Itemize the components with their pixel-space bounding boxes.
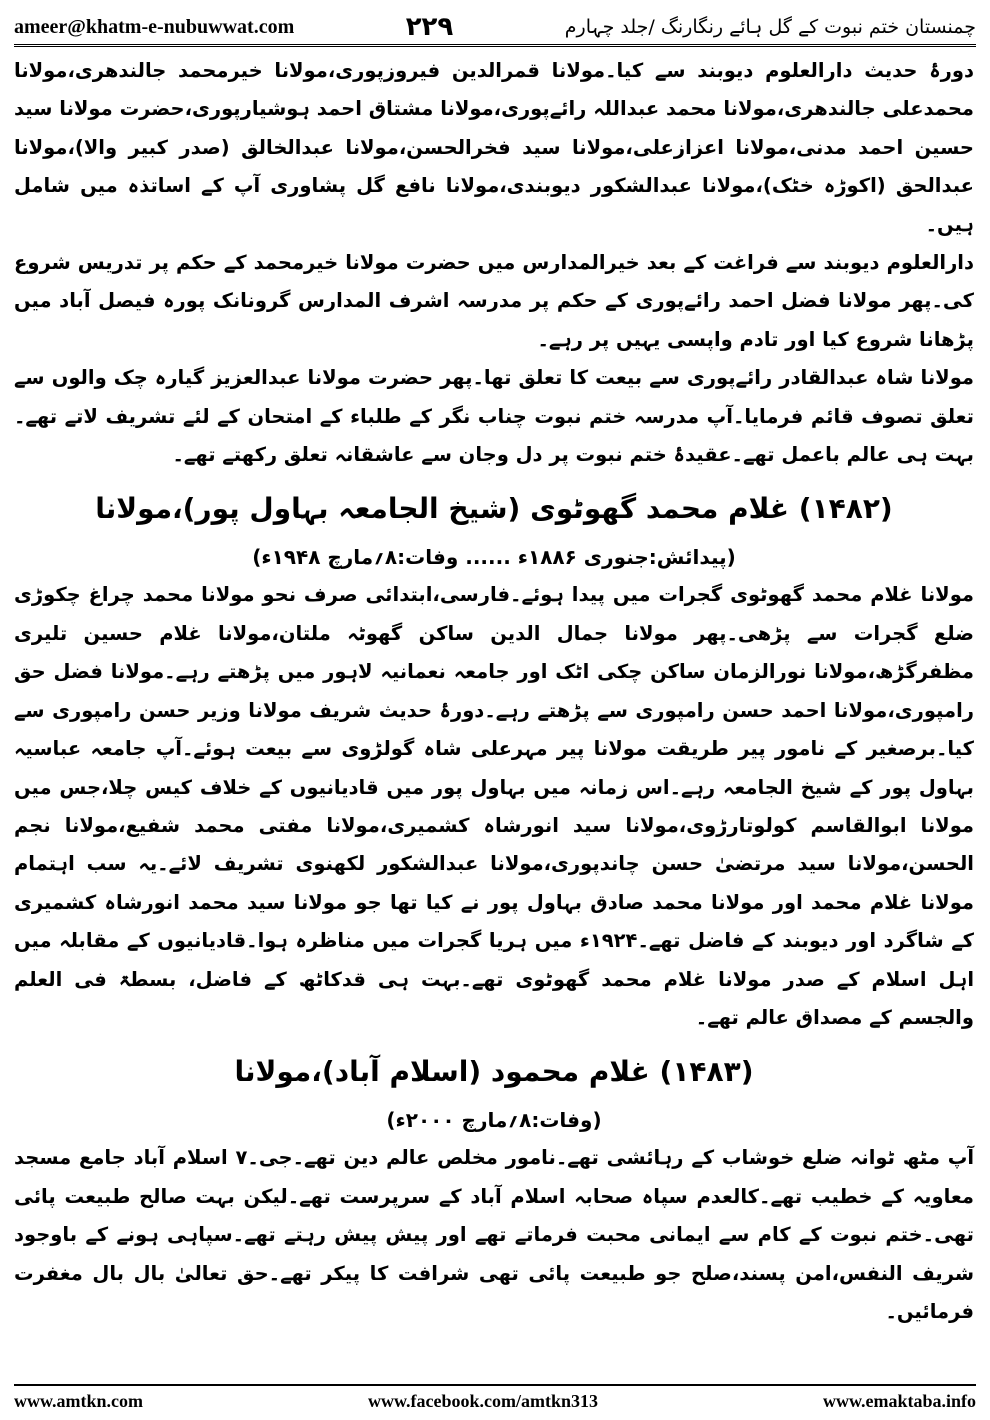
header-email: ameer@khatm-e-nubuwwat.com	[14, 15, 295, 38]
intro-paragraph-bayat: مولانا شاہ عبدالقادر رائےپوری سے بیعت کا تعلق تھا۔پھر حضرت مولانا عبدالعزیز گیارہ چک والوں سے تعلق تصوف قائم فرمایا۔آپ مدرسہ ختم نبوت چناب نگر کے طلباء کے امتحان کے لئے تشریف لاتے تھے۔بہت ہی عالم باعمل تھے۔عقیدۂ ختم نبوت پر دل وجان سے عاشقانہ تعلق رکھتے تھے۔	[14, 366, 974, 467]
page-number: ۲۲۹	[405, 12, 454, 42]
page-header	[14, 10, 976, 47]
entry-1483-heading: (۱۴۸۳) غلام محمود (اسلام آباد)،مولانا	[234, 1055, 754, 1089]
footer-link-amtkn[interactable]: www.amtkn.com	[14, 1390, 143, 1411]
intro-paragraph-teaching: دارالعلوم دیوبند سے فراغت کے بعد خیرالمدارس میں حضرت مولانا خیرمحمد کے حکم پر تدریس شروع کی۔پھر مولانا فضل احمد رائےپوری کے حکم پر مدرسہ اشرف المدارس گرونانک پورہ فیصل آباد میں پڑھانا شروع کیا اور تادم واپسی یہیں پر رہے۔	[14, 251, 974, 351]
entry-1482-paragraph: مولانا غلام محمد گھوٹوی گجرات میں پیدا ہوئے۔فارسی،ابتدائی صرف نحو مولانا محمد چراغ چکوڑی ضلع گجرات سے پڑھی۔پھر مولانا جمال الدین ساکن گھوٹہ ملتان،مولانا غلام حسین تلیری مظفرگڑھ،مولانا نورالزمان ساکن چکی اٹک اور جامعہ نعمانیہ لاہور میں پڑھتے رہے۔مولانا فضل حق رامپوری،مولانا احمد حسن رامپوری سے پڑھتے رہے۔دورۂ حدیث شریف مولانا وزیر حسن رامپوری سے کیا۔برصغیر کے نامور پیر طریقت مولانا پیر مہرعلی شاہ گولڑوی سے بیعت ہوئے۔آپ جامعہ عباسیہ بہاول پور کے شیخ الجامعہ رہے۔اس زمانہ میں بہاول پور میں قادیانیوں کے خلاف کیس چلا،جس میں مولانا ابوالقاسم کولوتارڑوی،مولانا سید انورشاہ کشمیری،مولانا مفتی محمد شفیع،مولانا نجم الحسن،مولانا سید مرتضیٰ حسن چاندپوری،مولانا عبدالشکور لکھنوی تشریف لائے۔یہ سب اہتمام مولانا غلام محمد اور مولانا محمد صادق بہاول پور نے کیا تھا جو مولانا سید محمد انورشاہ کشمیری کے شاگرد اور دیوبند کے فاضل تھے۔۱۹۲۴ء میں ہریا گجرات میں مناظرہ ہوا۔قادیانیوں کے مقابلہ میں اہل اسلام کے صدر مولانا غلام محمد گھوٹوی تھے۔بہت ہی قدکاٹھ کے فاضل، بسطۃ فی العلم والجسم کے مصداق عالم تھے۔	[14, 583, 974, 1029]
footer-link-facebook[interactable]: www.facebook.com/amtkn313	[367, 1390, 598, 1411]
entry-1483-paragraph: آپ مٹھ ٹوانہ ضلع خوشاب کے رہائشی تھے۔نامور مخلص عالم دین تھے۔جی۔۷ اسلام آباد جامع مسجد معاویہ کے خطیب تھے۔کالعدم سپاہ صحابہ اسلام آباد کے سرپرست تھے۔لیکن بہت صالح طبیعت پائی تھی۔ختم نبوت کے کام سے ایمانی محبت فرماتے تھے اور پیش پیش رہتے تھے۔سپاہی ہونے کے باوجود شریف النفس،امن پسند،صلح جو طبیعت پائی تھی شرافت کا پیکر تھے۔حق تعالیٰ بال بال مغفرت فرمائیں۔	[14, 1146, 974, 1323]
entry-1482-heading: (۱۴۸۲) غلام محمد گھوٹوی (شیخ الجامعہ بہاول پور)،مولانا	[95, 492, 893, 526]
page-content	[14, 52, 974, 1376]
page-footer	[14, 1384, 976, 1416]
entry-1483-dates: (وفات:۸؍مارچ ۲۰۰۰ء)	[386, 1108, 602, 1133]
intro-paragraph-teachers: دورۂ حدیث دارالعلوم دیوبند سے کیا۔مولانا قمرالدین فیروزپوری،مولانا خیرمحمد جالندھری،مولانا محمدعلی جالندھری،مولانا محمد عبداللہ رائےپوری،مولانا مشتاق احمد ہوشیارپوری،حضرت مولانا سید حسین احمد مدنی،مولانا اعزازعلی،مولانا سید فخرالحسن،مولانا عبدالخالق (صدر کبیر والا)،مولانا عبدالحق (اکوڑہ خٹک)،مولانا عبدالشکور دیوبندی،مولانا نافع گل پشاوری آپ کے اساتذہ میں شامل ہیں۔	[14, 59, 974, 236]
entry-1482-dates: (پیدائش:جنوری ۱۸۸۶ء ...... وفات:۸؍مارچ ۱۹۴۸ء)	[252, 545, 736, 570]
footer-link-emaktaba[interactable]: www.emaktaba.info	[822, 1390, 976, 1411]
book-title: چمنستان ختم نبوت کے گل ہائے رنگارنگ /جلد چہارم	[564, 16, 976, 38]
